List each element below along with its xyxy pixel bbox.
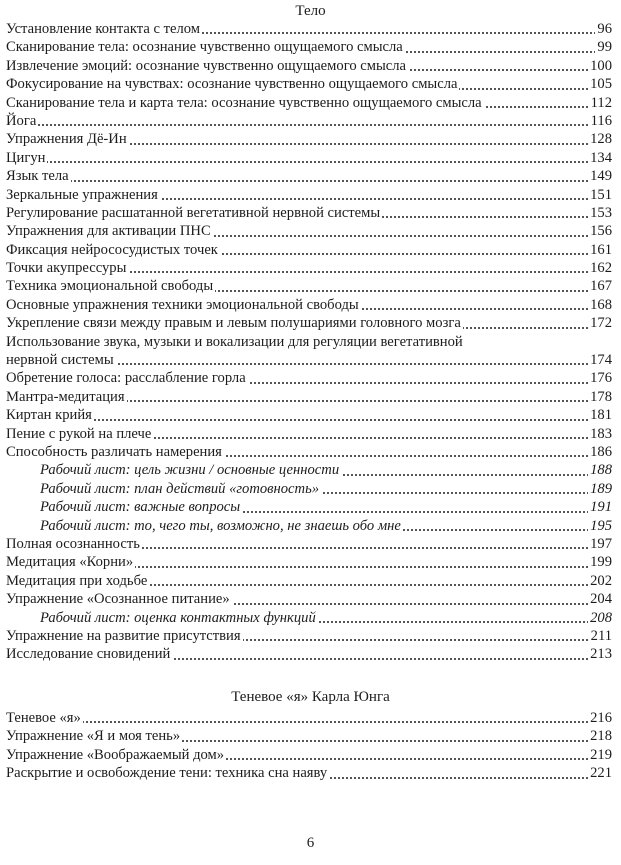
toc-entry-page: 208 xyxy=(590,609,612,626)
toc-entry-page: 112 xyxy=(590,94,612,111)
toc-entry-title: Рабочий лист: то, чего ты, возможно, не знаешь обо мне xyxy=(40,517,401,534)
toc-entry-title: Исследование сновидений xyxy=(6,646,171,663)
toc-section-body xyxy=(6,20,612,664)
toc-entry[interactable] xyxy=(6,204,612,222)
toc-entry-title: Упражнение на развитие присутствия xyxy=(6,627,241,644)
toc-entry-page: 221 xyxy=(590,765,612,782)
toc-entry-title: Медитация «Корни» xyxy=(6,554,134,571)
toc-entry-title: Йога xyxy=(6,112,37,129)
toc-entry-page: 195 xyxy=(590,517,612,534)
toc-entry-title: Упражнение «Осознанное питание» xyxy=(6,591,230,608)
toc-entry-page: 178 xyxy=(590,388,612,405)
toc-entry-title: Фиксация нейрососудистых точек xyxy=(6,241,218,258)
toc-entry[interactable] xyxy=(6,425,612,443)
toc-entry[interactable] xyxy=(6,388,612,406)
toc-entry[interactable] xyxy=(6,186,612,204)
toc-entry-page: 156 xyxy=(590,223,612,240)
toc-entry-title: Пение с рукой на плече xyxy=(6,425,152,442)
toc-entry-title: Упражнение «Воображаемый дом» xyxy=(6,746,225,763)
toc-entry[interactable] xyxy=(6,296,612,314)
toc-subentry[interactable] xyxy=(6,609,612,627)
toc-entry-page: 105 xyxy=(590,76,612,93)
toc-entry-title: Медитация при ходьбе xyxy=(6,572,148,589)
toc-entry-title-line1: Использование звука, музыки и вокализации для регуляции вегетативной xyxy=(6,333,463,350)
toc-entry-title: Упражнения Дё-Ин xyxy=(6,131,127,148)
toc-entry-title: Цигун xyxy=(6,149,46,166)
toc-entry[interactable] xyxy=(6,112,612,130)
toc-entry-page: 189 xyxy=(590,480,612,497)
toc-entry-page: 181 xyxy=(590,407,612,424)
toc-entry[interactable] xyxy=(6,38,612,56)
toc-entry-page: 172 xyxy=(590,315,612,332)
toc-entry[interactable] xyxy=(6,572,612,590)
toc-entry-page: 168 xyxy=(590,296,612,313)
toc-entry-title: Упражнения для активации ПНС xyxy=(6,223,211,240)
toc-entry[interactable] xyxy=(6,130,612,148)
toc-entry-page: 216 xyxy=(590,710,612,726)
toc-entry-title: Основные упражнения техники эмоциональной свободы xyxy=(6,296,359,313)
toc-entry-page: 197 xyxy=(590,535,612,552)
toc-entry-title: Рабочий лист: важные вопросы xyxy=(40,499,241,516)
toc-entry[interactable] xyxy=(6,369,612,387)
toc-entry[interactable] xyxy=(6,314,612,332)
toc-entry-title: Способность различать намерения xyxy=(6,443,222,460)
toc-entry[interactable] xyxy=(6,259,612,277)
toc-entry[interactable] xyxy=(6,20,612,38)
toc-entry-title: Язык тела xyxy=(6,168,69,185)
toc-entry[interactable] xyxy=(6,553,612,571)
toc-entry-title: Раскрытие и освобождение тени: техника сна наяву xyxy=(6,765,328,782)
toc-entry-title: Техника эмоциональной свободы xyxy=(6,278,214,295)
toc-entry[interactable] xyxy=(6,443,612,461)
toc-subentry[interactable] xyxy=(6,517,612,535)
leader-dots xyxy=(6,161,612,163)
toc-entry-title-line2: нервной системы xyxy=(6,352,114,369)
toc-entry[interactable] xyxy=(6,764,612,782)
toc-entry[interactable] xyxy=(6,709,612,727)
toc-entry-title: Теневое «я» xyxy=(6,710,81,726)
toc-entry-title: Сканирование тела: осознание чувственно ощущаемого смысла xyxy=(6,39,403,56)
toc-entry-page: 199 xyxy=(590,554,612,571)
toc-entry-page: 188 xyxy=(590,462,612,479)
toc-entry-page: 176 xyxy=(590,370,612,387)
section-title-shadow: Теневое «я» Карла Юнга xyxy=(231,689,390,705)
toc-subentry[interactable] xyxy=(6,480,612,498)
toc-entry[interactable] xyxy=(6,277,612,295)
toc-entry[interactable] xyxy=(6,645,612,663)
toc-entry-title: Регулирование расшатанной вегетативной нервной системы xyxy=(6,204,381,221)
toc-entry-page: 153 xyxy=(590,204,612,221)
page-number: 6 xyxy=(306,835,315,851)
toc-entry-title: Обретение голоса: расслабление горла xyxy=(6,370,246,387)
toc-entry-page: 219 xyxy=(590,746,612,763)
toc-entry-title: Киртан крийя xyxy=(6,407,92,424)
toc-entry-title: Упражнение «Я и моя тень» xyxy=(6,728,181,745)
toc-entry[interactable] xyxy=(6,627,612,645)
toc-entry[interactable] xyxy=(6,241,612,259)
toc-entry-page: 202 xyxy=(590,572,612,589)
toc-entry-page: 151 xyxy=(590,186,612,203)
toc-entry-page: 96 xyxy=(597,21,612,37)
toc-entry-page: 174 xyxy=(590,352,612,369)
toc-subentry[interactable] xyxy=(6,498,612,516)
toc-entry-page: 162 xyxy=(590,260,612,277)
toc-entry-title: Рабочий лист: цель жизни / основные ценности xyxy=(40,462,340,479)
toc-entry[interactable] xyxy=(6,94,612,112)
toc-entry-title: Зеркальные упражнения xyxy=(6,186,158,203)
toc-entry-page: 183 xyxy=(590,425,612,442)
toc-entry-page: 211 xyxy=(590,627,612,644)
toc-section-shadow xyxy=(6,709,612,783)
toc-entry[interactable] xyxy=(6,75,612,93)
toc-entry-page: 186 xyxy=(590,443,612,460)
toc-entry-page: 116 xyxy=(590,112,612,129)
toc-entry[interactable] xyxy=(6,222,612,240)
toc-entry-page: 149 xyxy=(590,168,612,185)
toc-entry-page: 128 xyxy=(590,131,612,148)
toc-entry[interactable] xyxy=(6,167,612,185)
toc-entry-title: Полная осознанность xyxy=(6,535,140,552)
toc-entry[interactable] xyxy=(6,535,612,553)
leader-dots xyxy=(6,180,612,182)
toc-entry-title: Установление контакта с телом xyxy=(6,21,200,37)
toc-entry-page: 99 xyxy=(597,39,612,56)
leader-dots xyxy=(6,419,612,421)
toc-subentry[interactable] xyxy=(6,461,612,479)
leader-dots xyxy=(6,124,612,126)
toc-entry-title: Фокусирование на чувствах: осознание чувственно ощущаемого смысла xyxy=(6,76,458,93)
toc-entry-page: 204 xyxy=(590,591,612,608)
toc-entry-page: 218 xyxy=(590,728,612,745)
leader-dots xyxy=(6,721,612,723)
toc-entry-title: Сканирование тела и карта тела: осознание чувственно ощущаемого смысла xyxy=(6,94,482,111)
toc-entry-page: 191 xyxy=(590,499,612,516)
toc-entry-title: Извлечение эмоций: осознание чувственно ощущаемого смысла xyxy=(6,57,407,74)
toc-entry[interactable] xyxy=(6,727,612,745)
toc-entry[interactable] xyxy=(6,57,612,75)
toc-entry-page: 167 xyxy=(590,278,612,295)
toc-entry-title: Мантра-медитация xyxy=(6,388,125,405)
section-title-body: Тело xyxy=(295,3,326,19)
toc-entry-title: Рабочий лист: оценка контактных функций xyxy=(40,609,316,626)
toc-entry-page: 100 xyxy=(590,57,612,74)
toc-entry[interactable] xyxy=(6,149,612,167)
toc-entry[interactable] xyxy=(6,406,612,424)
toc-entry-page: 161 xyxy=(590,241,612,258)
toc-entry-title: Точки акупрессуры xyxy=(6,260,127,277)
toc-entry-page: 134 xyxy=(590,149,612,166)
toc-entry-multiline[interactable] xyxy=(6,333,612,370)
toc-entry-page: 213 xyxy=(590,646,612,663)
toc-entry[interactable] xyxy=(6,590,612,608)
toc-entry[interactable] xyxy=(6,746,612,764)
toc-entry-title: Рабочий лист: план действий «готовность» xyxy=(40,480,320,497)
toc-entry-title: Укрепление связи между правым и левым полушариями головного мозга xyxy=(6,315,461,332)
